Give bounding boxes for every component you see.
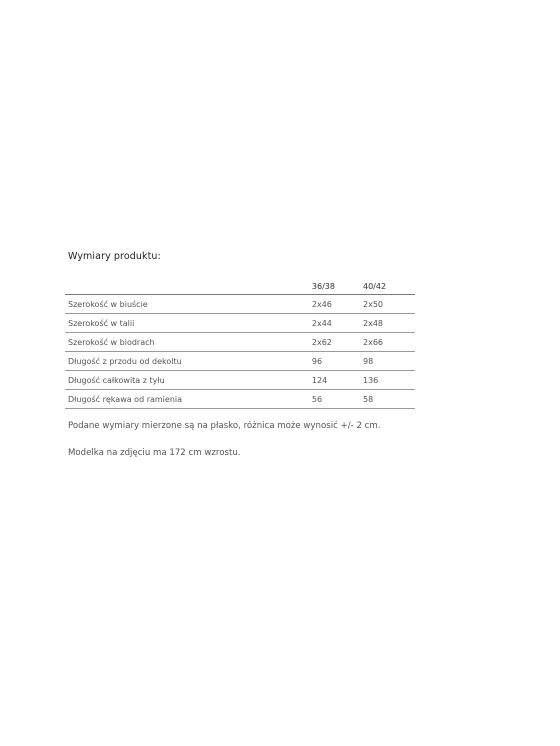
- header-size-40-42: 40/42: [360, 278, 415, 295]
- size-table: [65, 278, 415, 409]
- row-value-36-38: 56: [309, 390, 360, 409]
- row-label: Szerokość w biodrach: [65, 333, 309, 352]
- row-value-40-42: 2x48: [360, 314, 415, 333]
- row-label: Szerokość w biuście: [65, 295, 309, 314]
- table-row: [65, 314, 415, 333]
- row-value-36-38: 96: [309, 352, 360, 371]
- row-value-36-38: 2x44: [309, 314, 360, 333]
- model-height-note: Modelka na zdjęciu ma 172 cm wzrostu.: [68, 448, 241, 458]
- table-row: [65, 295, 415, 314]
- row-label: Długość z przodu od dekoltu: [65, 352, 309, 371]
- row-value-40-42: 136: [360, 371, 415, 390]
- header-label-cell: [65, 278, 309, 295]
- measurement-note: Podane wymiary mierzone są na płasko, różnica może wynosić +/- 2 cm.: [68, 421, 381, 431]
- row-value-40-42: 58: [360, 390, 415, 409]
- header-size-36-38: 36/38: [309, 278, 360, 295]
- row-value-36-38: 124: [309, 371, 360, 390]
- row-label: Szerokość w talii: [65, 314, 309, 333]
- row-value-40-42: 98: [360, 352, 415, 371]
- table-row: [65, 352, 415, 371]
- section-heading: Wymiary produktu:: [68, 251, 161, 262]
- table-row: [65, 390, 415, 409]
- row-value-40-42: 2x50: [360, 295, 415, 314]
- row-value-36-38: 2x46: [309, 295, 360, 314]
- table-header-row: [65, 278, 415, 295]
- row-value-36-38: 2x62: [309, 333, 360, 352]
- row-value-40-42: 2x66: [360, 333, 415, 352]
- row-label: Długość rękawa od ramienia: [65, 390, 309, 409]
- table-row: [65, 333, 415, 352]
- table-row: [65, 371, 415, 390]
- row-label: Długość całkowita z tyłu: [65, 371, 309, 390]
